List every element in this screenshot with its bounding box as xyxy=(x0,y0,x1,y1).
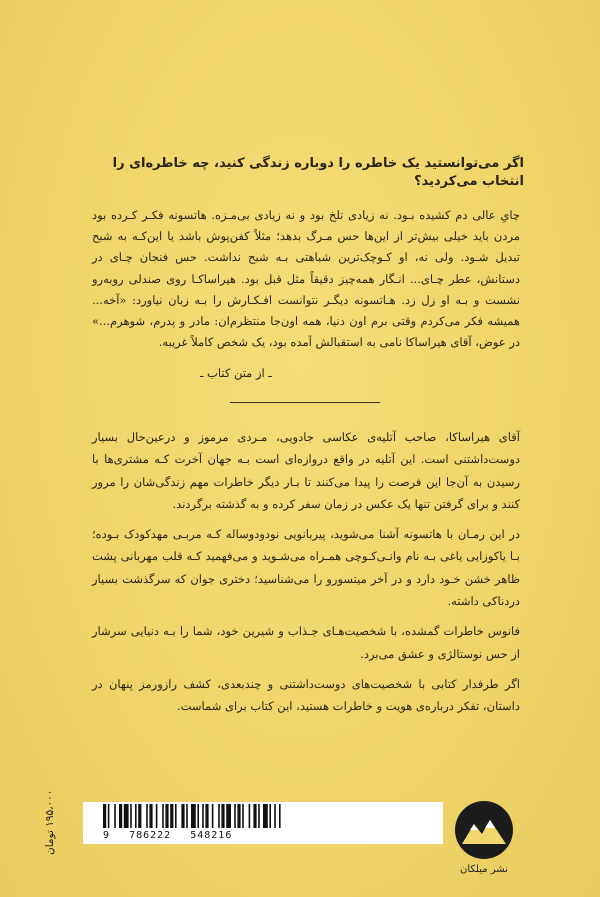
excerpt xyxy=(92,205,520,353)
barcode-bar xyxy=(114,804,116,828)
barcode-bar xyxy=(237,804,240,828)
description-paragraph: آقای هیراساکا، صاحب آتلیه‌ی عکاسی جادویی، مـردی مرموز و درعین‌حال بسیار دوست‌داشتنی است. این آتلیه در واقع دروازه‌ای است بـه جهان آخرت کـه مشتری‌ها با رسیدن به آن‌جا این فرصت را پیدا می‌کنند تا بـار دیگر خاطرات مهم زندگی‌شان را مرور کنند و برای گرفتن تنها یک عکس در زمان سفر کرده و به گذشته برگردند. xyxy=(92,430,520,511)
barcode-bar xyxy=(119,804,122,828)
barcode-bar xyxy=(218,804,220,828)
barcode-bar xyxy=(170,804,173,828)
barcode-bar xyxy=(202,804,204,828)
description-paragraph: در این رمـان با هاتسونه آشنا می‌شوید، پیربانویی نودودوساله کـه مربـی مهدکودک بـوده؛ بـا یاکوزایی یاغی بـه نام وانـی‌کـوچی همـراه می‌شـوید و می‌فهمید کـه قلب مهربانی پشت ظاهر خشن خـود دارد و در آخر میتسورو را می‌شناسید؛ دختری جوان که سرگذشت بسیار دردناکی داشته. xyxy=(92,527,520,609)
barcode-group-1: 786222 xyxy=(129,830,172,841)
barcode-bar xyxy=(175,804,177,828)
excerpt-source: ـ از متن کتاب ـ xyxy=(200,366,272,380)
excerpt-paragraph: چایِ عالی دم کشیده بـود. نه زیادی تلخ بود و نه زیادی بی‌مـزه. هاتسونه فکـر کـرده بود مردن باید خیلی بیش‌تر از این‌ها حس مـرگ بدهد؛ مثلاً کفن‌پوش باشد یا این‌کـه به شبح تبدیل شـود. ولی نه، او کـوچک‌ترین شباهتی بـه شبح نداشت. حس فنجان چـای در دستانش، عطر چـای... انـگار همه‌چیز دقیقاً مثل قبل بود. هیراساکـا روی صندلی روبه‌رو نشست و بـه او زل زد. هـاتسونه دیگـر نتوانست افـکـارش را بـه زبان نیاورد: «آخه... همیشه فکر می‌کردم وقتی برم اون دنیا، همه اون‌جا منتظرم‌ان: مادر و پدرم، شوهرم...» در عوض، آقای هیراساکا نامی به استقبالش آمده بود، یک شخص کاملاً غریبه. xyxy=(92,208,520,350)
price-label: ۱۹۵،۰۰۰ تومان xyxy=(44,789,56,855)
barcode-bar xyxy=(138,804,141,828)
barcode-bar xyxy=(130,804,132,828)
barcode-bar xyxy=(162,804,164,828)
description xyxy=(92,426,520,726)
barcode-bar xyxy=(274,804,276,828)
barcode-bar xyxy=(253,804,256,828)
barcode-bar xyxy=(226,804,231,828)
barcode-bar xyxy=(191,804,196,828)
barcode-bar xyxy=(165,804,168,828)
barcode-lead-digit: 9 xyxy=(103,830,111,841)
barcode-bar xyxy=(242,804,244,828)
publisher-name: نشر میلکان xyxy=(460,864,508,875)
barcode-bar xyxy=(135,804,137,828)
barcode-bar xyxy=(186,804,188,828)
barcode-bar xyxy=(124,804,129,828)
barcode-bar xyxy=(263,804,268,828)
barcode-bar xyxy=(234,804,236,828)
barcode-bar xyxy=(149,804,152,828)
barcode-group-2: 548216 xyxy=(190,830,233,841)
barcode-bar xyxy=(205,804,208,828)
barcode-bar xyxy=(197,804,199,828)
cover-question: اگر می‌توانستید یک خاطره را دوباره زندگی کنید، چه خاطره‌ای را انتخاب می‌کردید؟ xyxy=(112,156,524,189)
barcode-bar xyxy=(146,804,148,828)
barcode-bar xyxy=(258,804,260,828)
barcode-digits xyxy=(103,830,244,841)
description-paragraph: اگر طرفدار کتابی با شخصیت‌های دوست‌داشتنی و چندبعدی، کشف رازورمز پنهان در داستان، تفکر درباره‌ی هویت و خاطرات هستید، این کتاب برای شماست. xyxy=(92,676,520,714)
barcode-bar xyxy=(279,804,281,828)
barcode xyxy=(83,802,443,844)
barcode-bar xyxy=(181,804,184,828)
barcode-bar xyxy=(269,804,271,828)
barcode-bar xyxy=(212,804,214,828)
divider xyxy=(230,402,380,403)
mountain-logo-icon xyxy=(454,800,514,860)
barcode-bar xyxy=(221,804,224,828)
barcode-bar xyxy=(249,804,251,828)
barcode-bar xyxy=(156,804,158,828)
barcode-bar xyxy=(108,804,110,828)
barcode-bar xyxy=(103,804,106,828)
description-paragraph: فانوس خاطرات گمشده، با شخصیت‌هـای جـذاب و شیرین خود، شما را بـه دنیایی سرشار از حس نوستالژی و عشق می‌برد. xyxy=(92,624,520,661)
barcode-bars xyxy=(103,804,423,830)
